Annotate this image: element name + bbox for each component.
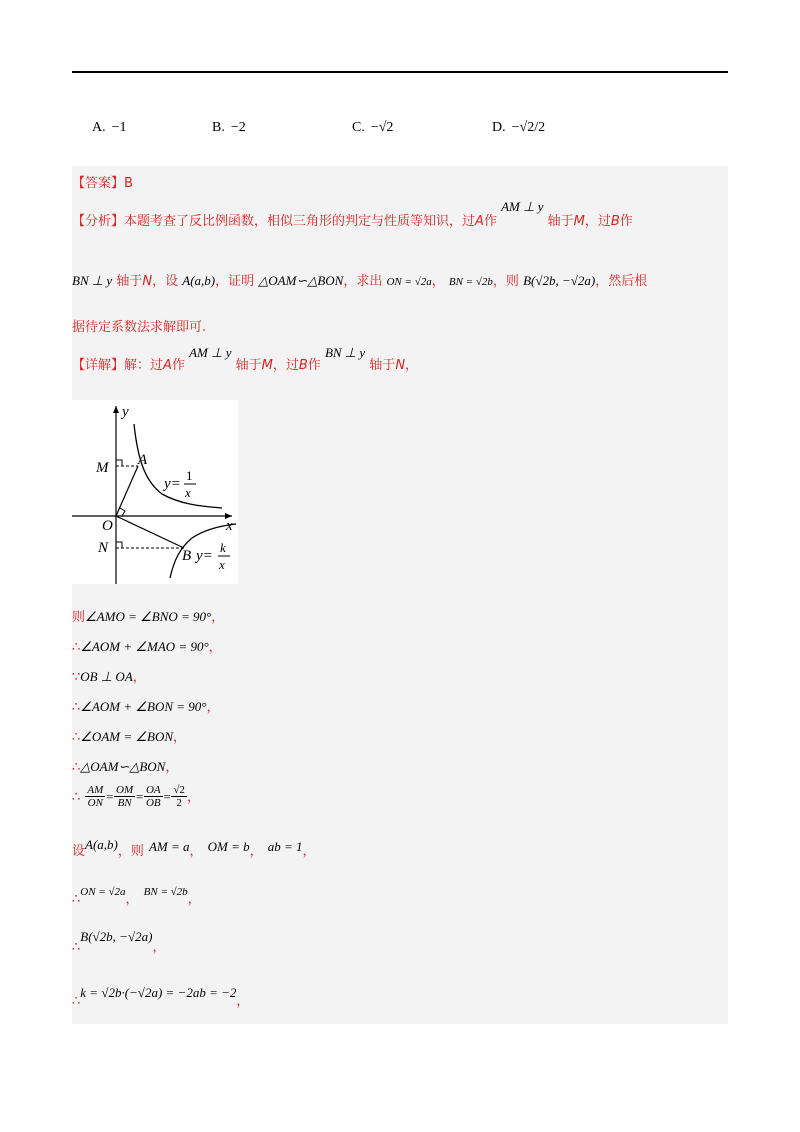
solution-panel: [72, 166, 728, 1024]
math-am-perp-y: AM ⊥ y: [501, 199, 544, 214]
k-line: ∴$^{k = √2b\cdot(-√2a) = -2ab = -2}$，: [72, 985, 250, 1009]
analysis-line-2: BN ⊥ y 轴于N，设 A(a,b)，证明 △OAM∽△BON，求出 ON = √2a， BN = √2b，则 B(√2b, −√2a)，然后根: [72, 273, 648, 289]
option-b-value: −2: [230, 120, 246, 135]
curve1-lhs: y=: [164, 476, 181, 492]
set-line: 设$^{A(a,b)}$，则 $^{AM = a}$， $^{OM = b}$， $^{ab = 1}$，: [72, 837, 316, 859]
analysis-label: 【分析】: [72, 214, 125, 229]
label-a: A: [138, 452, 148, 468]
option-a-value: −1: [111, 120, 127, 135]
ratio-line: ∴ $\frac{AM}{ON}$ = $\frac{OM}{BN}$ = $\frac{OA}{OB}$ = $\frac{√2}{2}$ ，: [72, 784, 200, 810]
option-c-value: −√2: [370, 120, 394, 135]
step-3: ∵OB ⊥ OA，: [72, 669, 146, 685]
right-angle-o: [120, 508, 125, 516]
curve2-lhs: y=: [196, 548, 213, 564]
curve1-num: 1: [186, 468, 193, 483]
step-6: ∴△OAM∽△BON，: [72, 759, 179, 775]
option-b: B. −2: [212, 120, 246, 135]
frac-am-on: $\frac{AM}{ON}$: [87, 784, 104, 810]
curve2-den: x: [219, 557, 225, 572]
step-4: ∴∠AOM + ∠BON = 90°，: [72, 699, 220, 715]
frac-sqrt2-2: $\frac{√2}{2}$: [173, 784, 185, 810]
right-angle-m: [116, 460, 122, 466]
answer-value: B: [124, 176, 133, 191]
on-line: ∴$^{ON = √2a}$， $^{BN = √2b}$，: [72, 886, 201, 907]
segment-oa: [116, 466, 138, 516]
frac-oa-ob: $\frac{OA}{OB}$: [145, 784, 161, 810]
label-x: x: [226, 518, 233, 534]
step-1: 则∠AMO = ∠BNO = 90°，: [72, 609, 225, 625]
analysis-line-3: 据待定系数法求解即可.: [72, 320, 207, 335]
curve1-den: x: [185, 485, 191, 500]
function-graph: [72, 400, 238, 584]
option-d: D. −√2/2: [492, 120, 546, 135]
detail-label: 【详解】: [72, 358, 125, 373]
step-5: ∴∠OAM = ∠BON，: [72, 729, 187, 745]
answer-line: [72, 172, 133, 191]
analysis-line-1: 【分析】本题考查了反比例函数，相似三角形的判定与性质等知识，过A作 AM ⊥ y 轴于M，过B作: [72, 199, 633, 229]
answer-label: 【答案】: [72, 176, 125, 191]
option-d-value: −√2/2: [511, 120, 546, 135]
label-o: O: [102, 518, 113, 534]
step-2: ∴∠AOM + ∠MAO = 90°，: [72, 639, 222, 655]
top-rule: [72, 71, 728, 73]
segment-ob: [116, 516, 184, 548]
curve2-num: k: [220, 540, 226, 555]
b-line: ∴$^{B(√2b, -√2a)}$，: [72, 929, 166, 955]
right-angle-n: [116, 542, 122, 548]
label-y: y: [122, 404, 129, 420]
option-a: A. −1: [92, 120, 127, 135]
label-m: M: [96, 460, 109, 476]
detail-line: 【详解】解：过A作 AM ⊥ y 轴于M，过B作 BN ⊥ y 轴于N，: [72, 345, 419, 373]
answer-options: [0, 100, 800, 140]
frac-om-bn: $\frac{OM}{BN}$: [116, 784, 134, 810]
y-axis-arrow: [113, 406, 119, 413]
label-n: N: [98, 540, 109, 556]
option-c: C. −√2: [352, 120, 394, 135]
label-b: B: [182, 548, 192, 564]
curve-one-over-x: [134, 424, 222, 508]
